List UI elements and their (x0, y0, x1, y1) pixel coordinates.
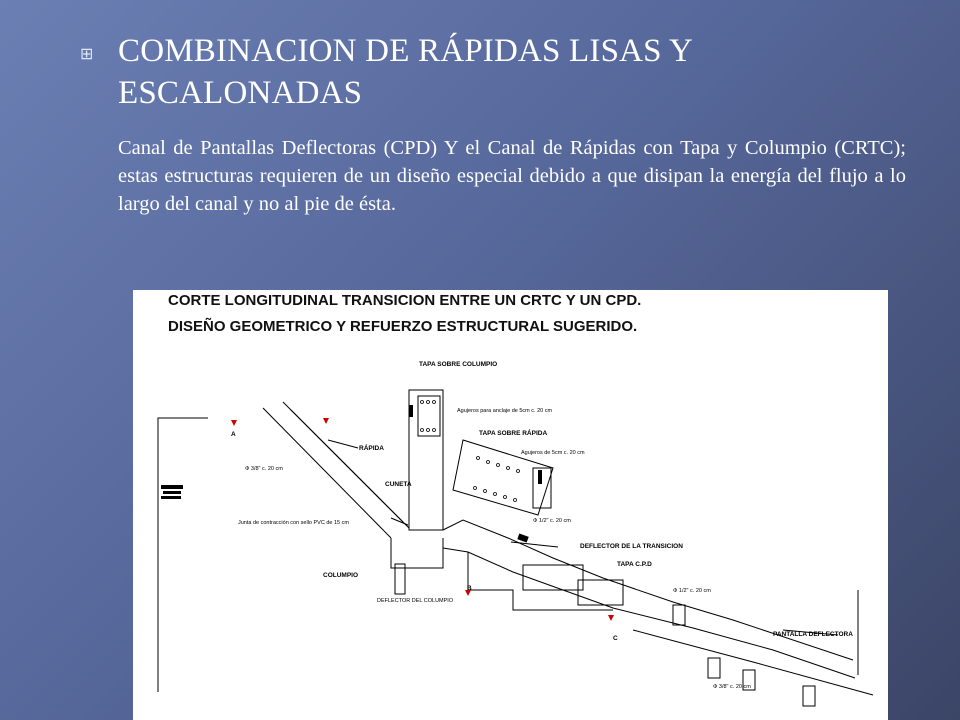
label-deflector-columpio: DEFLECTOR DEL COLUMPIO (377, 598, 454, 604)
label-bar-38-b: Φ 3/8" c. 20 cm (713, 684, 751, 690)
label-bar-12-b: Φ 1/2" c. 20 cm (673, 588, 711, 594)
label-cuneta: CUNETA (385, 481, 412, 488)
label-section-a: A (231, 431, 236, 438)
label-section-c: C (613, 635, 618, 642)
label-rapida: RÁPIDA (359, 445, 384, 452)
label-agujeros-rapida: Agujeros de 5cm c. 20 cm (521, 450, 585, 456)
figure-title-line1: CORTE LONGITUDINAL TRANSICION ENTRE UN CRTC Y UN CPD. (168, 292, 642, 309)
label-bar-12-a: Φ 1/2" c. 20 cm (533, 518, 571, 524)
label-tapa-rapida: TAPA SOBRE RÁPIDA (479, 430, 548, 437)
label-tapa-columpio: TAPA SOBRE COLUMPIO (419, 361, 498, 368)
label-junta: Junta de contracción con sello PVC de 15 cm (238, 520, 349, 526)
square-bullet-icon: ⊞ (80, 44, 94, 63)
figure-title-line2: DISEÑO GEOMETRICO Y REFUERZO ESTRUCTURAL SUGERIDO. (168, 318, 638, 335)
label-section-b: B (467, 585, 472, 592)
label-columpio: COLUMPIO (323, 572, 359, 579)
label-tapa-cpd: TAPA C.P.D (617, 561, 652, 568)
slide-body-text: Canal de Pantallas Deflectoras (CPD) Y el Canal de Rápidas con Tapa y Columpio (CRTC); estas estructuras requieren de un diseño especial debido a que disipan la energía del flujo a lo largo del canal y no al pie de ésta. (118, 137, 906, 215)
slide-title: COMBINACION DE RÁPIDAS LISAS Y ESCALONADAS (118, 33, 692, 111)
cross-section-drawing (133, 290, 888, 720)
engineering-drawing (133, 290, 888, 720)
label-pantalla-deflectora: PANTALLA DEFLECTORA (773, 631, 853, 638)
label-deflector-transicion: DEFLECTOR DE LA TRANSICION (580, 543, 683, 550)
label-agujeros-columpio: Agujeros para anclaje de 5cm c. 20 cm (457, 408, 553, 414)
label-bar-38-a: Φ 3/8" c. 20 cm (245, 466, 283, 472)
